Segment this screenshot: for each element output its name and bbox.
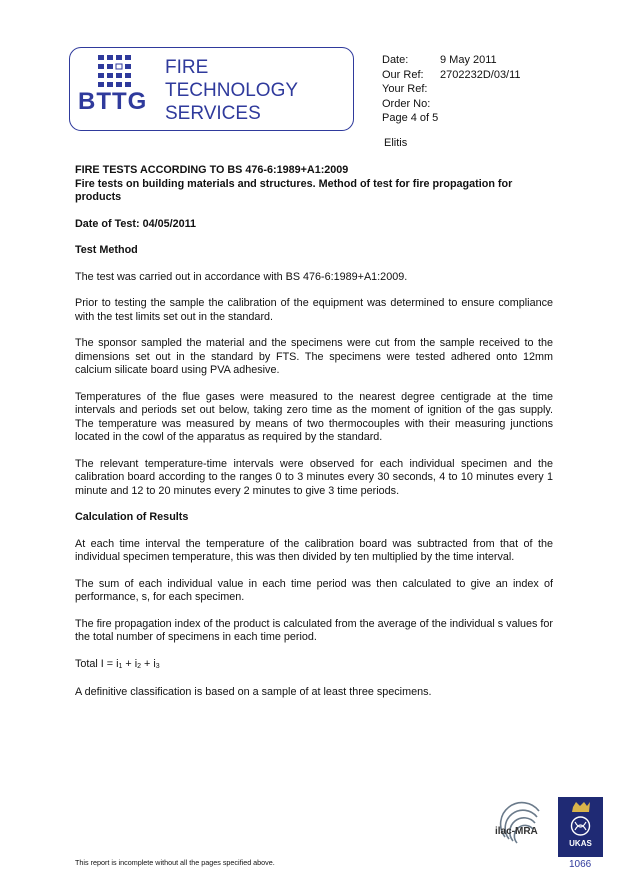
- client-name: Elitis: [384, 137, 408, 149]
- formula-term: i: [153, 657, 156, 670]
- formula-operator: +: [141, 657, 154, 670]
- company-name-line: TECHNOLOGY: [165, 80, 299, 101]
- formula-subscript: 3: [155, 662, 160, 670]
- info-label: Your Ref:: [382, 83, 428, 95]
- ukas-number: 1066: [569, 859, 592, 870]
- document-title-line: FIRE TESTS ACCORDING TO BS 476-6:1989+A1:2009: [75, 164, 349, 176]
- ilac-mra-logo-icon: [493, 797, 551, 855]
- formula-operator: +: [122, 657, 135, 670]
- company-name: [165, 56, 298, 125]
- section-heading-calculation: Calculation of Results: [75, 511, 189, 523]
- bttg-grid-logo-icon: [98, 55, 132, 87]
- ukas-accreditation-logo-icon: [558, 797, 603, 857]
- company-logo-box: [69, 47, 354, 131]
- footer-note: This report is incomplete without all the pages specified above.: [75, 858, 275, 867]
- bttg-logo-text: BTTG: [78, 88, 148, 115]
- paragraph: A definitive classification is based on a sample of at least three specimens.: [75, 686, 432, 698]
- formula-subscript: 1: [118, 662, 123, 670]
- page-number: Page 4 of 5: [382, 112, 439, 124]
- section-heading-test-method: Test Method: [75, 244, 138, 256]
- formula-subscript: 2: [137, 662, 142, 670]
- document-subtitle: Fire tests on building materials and structures. Method of test for fire propagation for products: [75, 177, 513, 203]
- formula-lhs: Total I =: [75, 657, 117, 670]
- paragraph: The sponsor sampled the material and the specimens were cut from the sample received to the dimensions set out in the standard by FTS. The specimens were tested adhered onto 12mm calcium silicate board using PVA adhesive.: [75, 337, 553, 376]
- report-body: [75, 164, 553, 713]
- paragraph: The relevant temperature-time intervals were observed for each individual specimen and the calibration board according to the ranges 0 to 3 minutes every 30 seconds, 4 to 10 minutes every 1 minute and 12 to 20 minutes every 2 minutes to give 3 time periods.: [75, 457, 553, 497]
- info-value: 9 May 2011: [440, 54, 497, 66]
- paragraph: Temperatures of the flue gases were measured to the nearest degree centigrade at the time intervals and periods set out below, taking zero time as the moment of ignition of the gas supply. The temperature was measured by means of two thermocouples with their measuring junctions located in the cowl of the apparatus as required by the standard.: [75, 390, 553, 443]
- document-title: [75, 164, 553, 205]
- info-label: Order No:: [382, 97, 431, 110]
- info-label: Date:: [382, 54, 409, 66]
- paragraph: The fire propagation index of the product is calculated from the average of the individual s values for the total number of specimens in each time period.: [75, 617, 553, 643]
- formula: [75, 658, 553, 674]
- paragraph: Prior to testing the sample the calibration of the equipment was determined to ensure compliance with the test limits set out in the standard.: [75, 297, 553, 323]
- ukas-label: UKAS: [569, 839, 592, 848]
- company-name-line: FIRE: [165, 57, 209, 78]
- info-label: Our Ref:: [382, 68, 424, 81]
- paragraph: At each time interval the temperature of the calibration board was subtracted from that of the individual specimen temperature, this was then divided by ten multiplied by the time interval.: [75, 537, 553, 563]
- formula-term: i: [116, 657, 119, 670]
- paragraph: The test was carried out in accordance with BS 476-6:1989+A1:2009.: [75, 270, 408, 283]
- formula-term: i: [134, 657, 138, 670]
- info-value: 2702232D/03/11: [440, 68, 521, 81]
- ilac-label: ilac-MRA: [495, 826, 538, 837]
- date-of-test: Date of Test: 04/05/2011: [75, 217, 197, 230]
- paragraph: The sum of each individual value in each time period was then calculated to give an index of performance, s, for each specimen.: [75, 577, 553, 603]
- company-name-line: SERVICES: [165, 103, 261, 124]
